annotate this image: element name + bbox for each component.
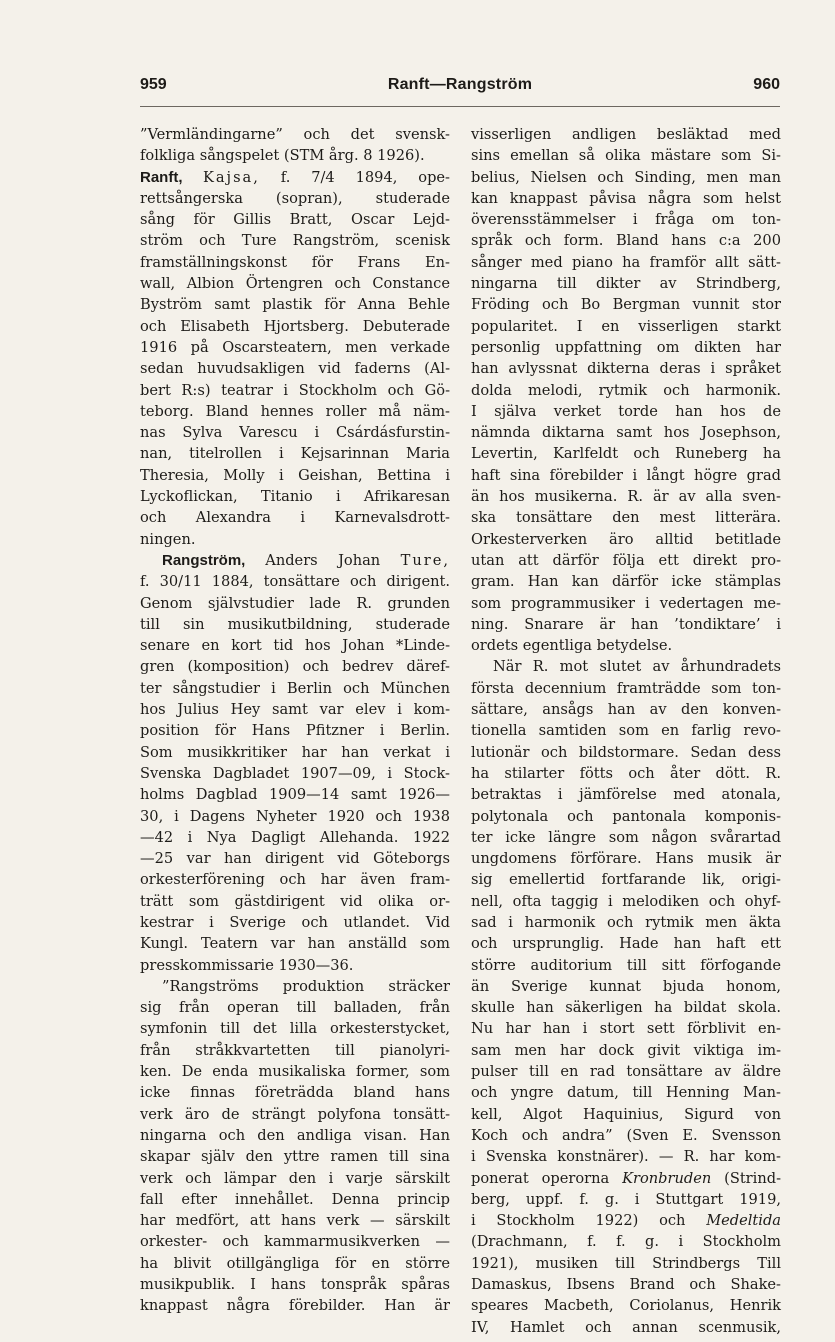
text-line: sång för Gillis Bratt, Oscar Lejd- <box>140 211 450 229</box>
text-line: När R. mot slutet av århundradets <box>493 658 781 676</box>
text-line: trätt som gästdirigent vid olika or- <box>140 892 450 910</box>
text-line: ”Vermländingarne” och det svensk- <box>140 126 450 143</box>
text-line: sad i harmonik och rytmik men äkta <box>471 913 781 931</box>
text-line: pulser till en rad tonsättare av äldre <box>471 1063 781 1081</box>
text-line: icke finnas företrädda bland hans <box>140 1084 450 1102</box>
text-line: betraktas i jämförelse med atonala, <box>471 786 781 804</box>
text-line: ungdomens förförare. Hans musik är <box>471 850 781 868</box>
text-line: lutionär och bildstormare. Sedan dess <box>471 743 781 761</box>
text-line: nell, ofta taggig i melodiken och ohyf- <box>471 892 781 910</box>
text-line: Levertin, Karlfeldt och Runeberg ha <box>471 445 781 463</box>
text-line: kestrar i Sverige och utlandet. Vid <box>140 913 450 931</box>
text-line: framställningskonst för Frans En- <box>140 253 450 271</box>
text-line: IV, Hamlet och annan scenmusik, <box>471 1318 781 1336</box>
text-line: fall efter innehållet. Denna princip <box>140 1190 450 1208</box>
text-line: folkliga sångspelet (STM årg. 8 1926). <box>140 147 425 165</box>
text-line: Svenska Dagbladet 1907—09, i Stock- <box>140 764 450 782</box>
entry-headword: Ranft, <box>140 168 203 186</box>
text-line: senare en kort tid hos Johan *Linde- <box>140 637 450 655</box>
text-line: skulle han säkerligen ha bildat skola. <box>471 999 781 1017</box>
text-line: presskommissarie 1930—36. <box>140 956 354 974</box>
text-line: Genom självstudier lade R. grunden <box>140 594 450 612</box>
text-line: polytonala och pantonala komponis- <box>471 807 781 825</box>
text-line: berg, uppf. f. g. i Stuttgart 1919, <box>471 1190 781 1208</box>
header-divider <box>140 106 780 107</box>
text-line: verk och lämpar den i varje särskilt <box>140 1169 450 1187</box>
text-line <box>471 1168 781 1189</box>
text-line: ning. Snarare är han ’tondiktare’ i <box>471 615 781 633</box>
text-fragment: Kajsa, <box>202 168 260 186</box>
text-line: kell, Algot Haquinius, Sigurd von <box>471 1105 781 1123</box>
text-line: som programmusiker i vedertagen me- <box>471 594 781 612</box>
text-line: ordets egentliga betydelse. <box>471 637 673 655</box>
text-line: skapar själv den yttre ramen till sina <box>140 1148 450 1166</box>
text-line: personlig uppfattning om dikten har <box>471 338 781 356</box>
text-line: kan knappast påvisa några som helst <box>471 189 781 207</box>
text-line: symfonin till det lilla orkesterstycket, <box>140 1020 450 1038</box>
text-line: belius, Nielsen och Sinding, men man <box>471 168 781 186</box>
text-line: i Svenska konstnärer). — R. har kom- <box>471 1148 781 1166</box>
page-number-right: 960 <box>753 76 780 93</box>
text-line: nämnda diktarna samt hos Josephson, <box>471 424 781 442</box>
text-line <box>140 167 450 188</box>
text-line: 1921), musiken till Strindbergs Till <box>471 1254 781 1272</box>
work-title: Medeltida <box>706 1212 781 1230</box>
text-line: första decennium framträdde som ton- <box>471 679 781 697</box>
text-line: ha stilarter fötts och åter dött. R. <box>471 764 781 782</box>
text-line: än hos musikerna. R. är av alla sven- <box>471 488 781 506</box>
running-head-title: Ranft—Rangström <box>387 76 533 93</box>
text-line: ningarna till dikter av Strindberg, <box>471 275 781 293</box>
text-line: speares Macbeth, Coriolanus, Henrik <box>471 1297 781 1315</box>
text-fragment: i Stockholm 1922) och <box>471 1212 707 1230</box>
work-title: Kronbruden <box>622 1169 712 1187</box>
text-line: —25 var han dirigent vid Göteborgs <box>140 850 450 868</box>
text-fragment: (Strind- <box>711 1169 781 1187</box>
text-line: ska tonsättare den mest litterära. <box>471 509 781 527</box>
text-line: ”Rangströms produktion sträcker <box>162 977 450 995</box>
text-line: har medfört, att hans verk — särskilt <box>140 1212 450 1230</box>
text-line: visserligen andligen besläktad med <box>471 126 781 143</box>
text-line: Kungl. Teatern var han anställd som <box>140 935 450 953</box>
text-line: orkesterförening och har även fram- <box>140 871 450 889</box>
text-line: än Sverige kunnat bjuda honom, <box>471 977 781 995</box>
text-line: och Alexandra i Karnevalsdrott- <box>140 509 450 527</box>
text-line: verk äro de strängt polyfona tonsätt- <box>140 1105 450 1123</box>
text-line: Koch och andra” (Sven E. Svensson <box>471 1126 781 1144</box>
text-line: han avlyssnat dikterna deras i språket <box>471 360 781 378</box>
text-line: sig emellertid fortfarande lik, origi- <box>471 871 781 889</box>
text-line: språk och form. Bland hans c:a 200 <box>471 232 781 250</box>
page-header <box>140 76 780 102</box>
text-fragment: f. 7/4 1894, ope- <box>259 168 450 186</box>
text-line: dolda melodi, rytmik och harmonik. <box>471 381 781 399</box>
text-line <box>471 1210 781 1231</box>
text-line: ningarna och den andliga visan. Han <box>140 1126 450 1144</box>
text-line: ström och Ture Rangström, scenisk <box>140 232 450 250</box>
left-text-column <box>140 124 450 1317</box>
text-line: f. 30/11 1884, tonsättare och dirigent. <box>140 573 450 591</box>
text-line: Lyckoflickan, Titanio i Afrikaresan <box>140 488 450 506</box>
text-line: sig från operan till balladen, från <box>140 999 450 1017</box>
text-line: Damaskus, Ibsens Brand och Shake- <box>471 1276 781 1294</box>
text-line <box>140 550 450 571</box>
text-line: Som musikkritiker har han verkat i <box>140 743 450 761</box>
right-text-column <box>471 124 781 1338</box>
text-line: knappast några förebilder. Han är <box>140 1297 450 1315</box>
text-line: musikpublik. I hans tonspråk spåras <box>140 1276 450 1294</box>
text-line: ningen. <box>140 530 196 548</box>
text-line: bert R:s) teatrar i Stockholm och Gö- <box>140 381 450 399</box>
text-line: ken. De enda musikaliska former, som <box>140 1063 450 1081</box>
text-line: större auditorium till sitt förfogande <box>471 956 781 974</box>
text-line: sättare, ansågs han av den konven- <box>471 701 781 719</box>
text-line: sam men har dock givit viktiga im- <box>471 1041 781 1059</box>
entry-headword: Rangström, <box>162 551 266 569</box>
text-line: sedan huvudsakligen vid faderns (Al- <box>140 360 450 378</box>
text-line: ter sångstudier i Berlin och München <box>140 679 450 697</box>
text-line: holms Dagblad 1909—14 samt 1926— <box>140 786 450 804</box>
text-line: sånger med piano ha framför allt sätt- <box>471 253 781 271</box>
text-line: Theresia, Molly i Geishan, Bettina i <box>140 466 450 484</box>
text-line: nan, titelrollen i Kejsarinnan Maria <box>140 445 450 463</box>
text-line: teborg. Bland hennes roller må näm- <box>140 402 450 420</box>
text-fragment: ponerat operorna <box>471 1169 623 1187</box>
page-number-left: 959 <box>140 76 167 93</box>
text-line: Nu har han i stort sett förblivit en- <box>471 1020 781 1038</box>
text-fragment: Anders Johan <box>265 551 401 569</box>
text-line: Orkesterverken äro alltid betitlade <box>471 530 781 548</box>
text-line: och ursprunglig. Hade han haft ett <box>471 935 781 953</box>
text-line: från stråkkvartetten till pianolyri- <box>140 1041 450 1059</box>
text-line: utan att därför följa ett direkt pro- <box>471 551 781 569</box>
text-line: wall, Albion Örtengren och Constance <box>140 275 450 293</box>
text-line: rettsångerska (sopran), studerade <box>140 189 450 207</box>
text-line: och yngre datum, till Henning Man- <box>471 1084 781 1102</box>
text-line: tionella samtiden som en farlig revo- <box>471 722 781 740</box>
text-line: position för Hans Pfitzner i Berlin. <box>140 722 450 740</box>
text-line: 30, i Dagens Nyheter 1920 och 1938 <box>140 807 450 825</box>
text-fragment: Ture, <box>400 551 450 569</box>
text-line: 1916 på Oscarsteatern, men verkade <box>140 338 450 356</box>
text-line: ter icke längre som någon svårartad <box>471 828 781 846</box>
text-line: I själva verket torde han hos de <box>471 402 781 420</box>
text-line: Byström samt plastik för Anna Behle <box>140 296 450 314</box>
text-line: orkester- och kammarmusikverken — <box>140 1233 450 1251</box>
text-line: till sin musikutbildning, studerade <box>140 615 450 633</box>
text-line: nas Sylva Varescu i Csárdásfurstin- <box>140 424 450 442</box>
text-line: gram. Han kan därför icke stämplas <box>471 573 781 591</box>
text-line: —42 i Nya Dagligt Allehanda. 1922 <box>140 828 450 846</box>
text-line: Fröding och Bo Bergman vunnit stor <box>471 296 781 314</box>
text-line: sins emellan så olika mästare som Si- <box>471 147 781 165</box>
text-line: och Elisabeth Hjortsberg. Debuterade <box>140 317 450 335</box>
text-line: popularitet. I en visserligen starkt <box>471 317 781 335</box>
text-line: hos Julius Hey samt var elev i kom- <box>140 701 450 719</box>
text-line: (Drachmann, f. f. g. i Stockholm <box>471 1233 781 1251</box>
text-line: överensstämmelser i fråga om ton- <box>471 211 781 229</box>
text-line: ha blivit otillgängliga för en större <box>140 1254 450 1272</box>
text-line: gren (komposition) och bedrev däref- <box>140 658 450 676</box>
text-line: haft sina förebilder i långt högre grad <box>471 466 781 484</box>
